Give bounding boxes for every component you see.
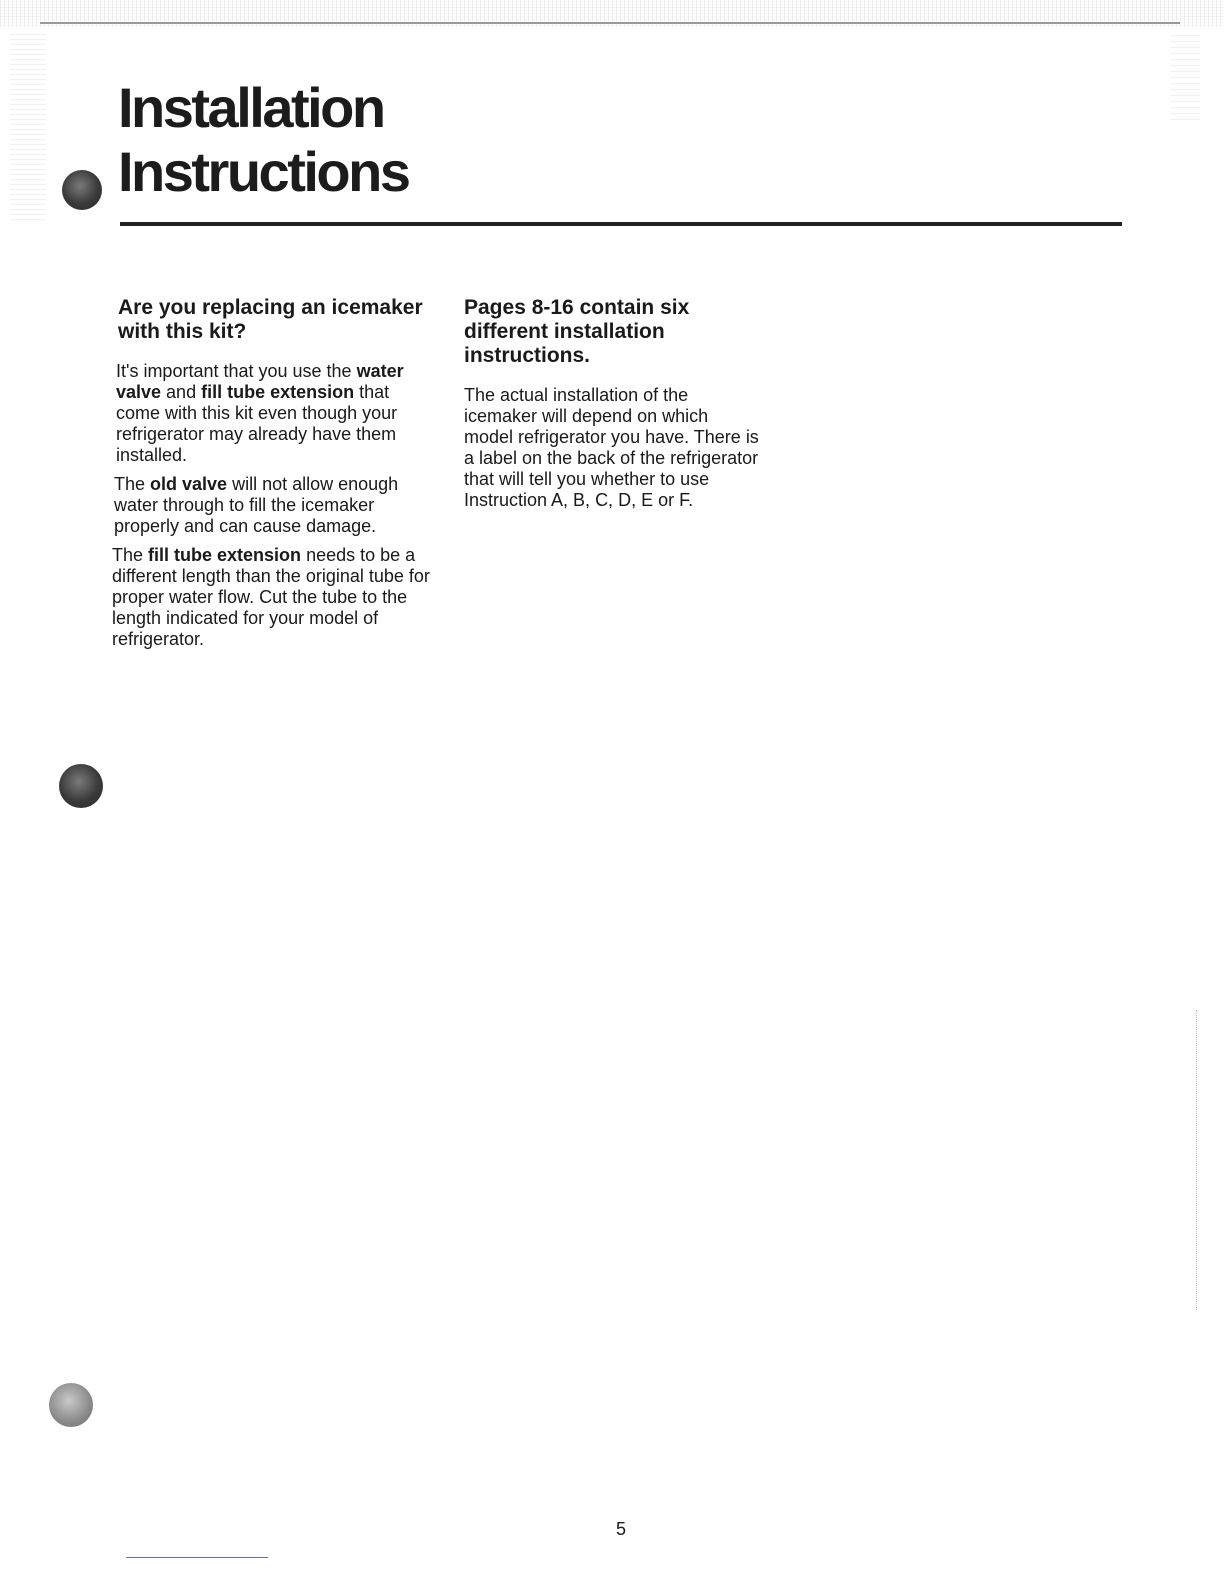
left-column-heading: Are you replacing an icemaker with this kit?	[118, 296, 423, 343]
scan-noise-right	[1170, 30, 1200, 120]
right-column	[462, 296, 762, 511]
left-p2-bold-1: old valve	[150, 474, 228, 494]
left-p3-text-1: The	[112, 545, 149, 565]
left-p2-text-1: The	[114, 474, 151, 494]
header-rule	[120, 222, 1122, 226]
left-p1-text-1: It's important that you use the	[116, 361, 357, 381]
page-title	[118, 76, 408, 204]
left-p2-text-2: will not allow enough water through to fill the icemaker properly and can cause damage.	[114, 474, 399, 536]
right-paragraph-1: The actual installation of the icemaker will depend on which model refrigerator you have. There is a label on the back of the refrigerator that will tell you whether to use Instruction A, B, C, D, E or F.	[464, 385, 759, 510]
left-p1-bold-2: fill tube extension	[201, 382, 355, 402]
left-paragraph-3	[110, 545, 430, 650]
footer-underline	[126, 1557, 268, 1558]
left-column	[110, 296, 430, 650]
left-p1-bold-1: water valve	[116, 361, 404, 402]
binder-hole-top	[62, 170, 102, 210]
page-number: 5	[615, 1519, 626, 1539]
scan-edge-right	[1196, 1010, 1198, 1310]
left-p3-text-2: needs to be a different length than the original tube for proper water flow. Cut the tube to the length indicated for your model of refrigerator.	[112, 545, 430, 649]
page-title-line-1: Installation	[118, 76, 384, 139]
left-paragraph-1	[110, 361, 430, 466]
binder-hole-bottom	[49, 1383, 93, 1427]
left-paragraph-2	[110, 474, 430, 537]
left-p1-text-2: and	[161, 382, 202, 402]
scan-noise-left	[10, 30, 46, 220]
scan-edge-line	[40, 22, 1180, 24]
left-p1-text-3: that come with this kit even though your refrigerator may already have them installed.	[116, 382, 398, 465]
left-p3-bold-1: fill tube extension	[148, 545, 302, 565]
right-column-heading: Pages 8-16 contain six different installation instructions.	[464, 296, 690, 367]
page-title-line-2: Instructions	[118, 140, 409, 203]
binder-hole-middle	[59, 764, 103, 808]
